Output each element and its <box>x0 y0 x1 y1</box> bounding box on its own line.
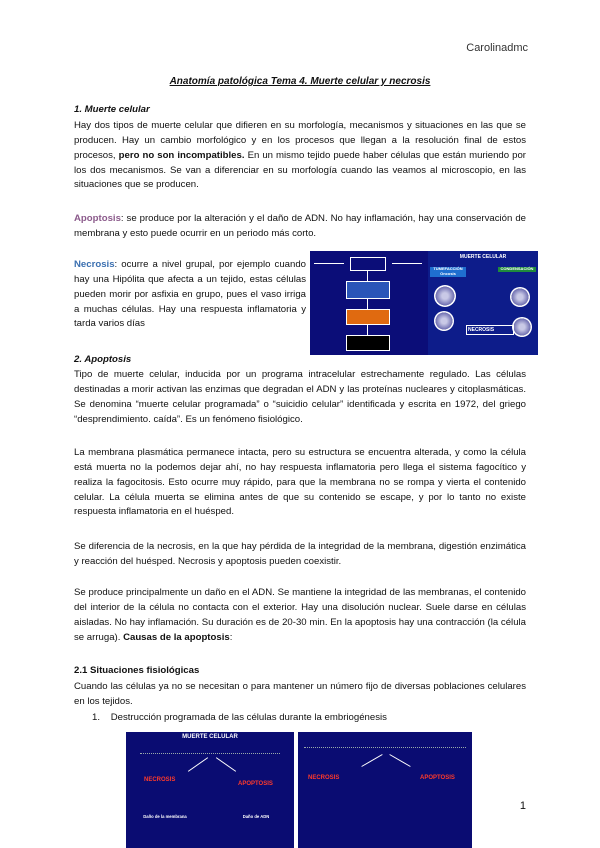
list-item <box>92 711 387 726</box>
necrosis-label: Necrosis <box>74 259 115 270</box>
apoptosis-label: Apoptosis <box>74 213 121 224</box>
section-2-1-heading <box>74 664 526 679</box>
slide2-necrosis-label: NECROSIS <box>308 775 340 781</box>
slide-comparison <box>298 732 472 848</box>
figure-left-label: TUMEFACCIÓN Oncosis <box>430 267 466 277</box>
section-2-number: 2 <box>74 354 80 365</box>
slide-arrow <box>216 757 236 772</box>
section-1-title: . Muerte celular <box>79 104 150 115</box>
flowchart-connector <box>314 263 344 264</box>
section-2-1-title: 2.1 Situaciones fisiológicas <box>74 665 200 676</box>
slide-right-subtitle: Daño de ADN <box>242 814 270 819</box>
slide-muerte-celular <box>126 732 294 848</box>
section-1-paragraph <box>74 119 526 193</box>
section-2-heading <box>74 353 526 368</box>
s1-p1c: En un mismo tejido puede haber células que están muriendo por los dos mecanismos. Se van a diferenciar en su morfología cuando las veamos al microscopio, en las situaciones que se producen. <box>74 149 526 191</box>
s2-paragraph-2: La membrana plasmática permanece intacta, pero su estructura se encuentra alterada, y como la célula está muerta no la podemos dejar ahí, no hay respuesta inflamatoria pero llega el sistema fagocítico y realiza la fagocitosis. Esto ocurre muy rápido, para que la membrana no se rompa y vierta el contenido celular. La célula muerta se elimina antes de que su contenido se escape, y por lo tanto no existe respuesta inflamatoria en el huésped. <box>74 447 526 518</box>
s2-paragraph-4 <box>74 586 526 645</box>
flowchart-connector <box>367 271 368 281</box>
slide-arrow <box>389 754 410 767</box>
s2-paragraph-1: Tipo de muerte celular, inducida por un programa intracelular estrechamente regulado. Las células destinadas a morir activan las enzimas que degradan el ADN y las proteínas nucleares y citoplasmáticas. Se denomina “muerte celular programada” o “suicidio celular” identificada y escrita en 1972, del griego “desprendimiento. caída”. Es un fenómeno fisiológico. <box>74 369 526 425</box>
flowchart-box <box>346 309 390 325</box>
s21-paragraph: Cuando las células ya no se necesitan o para mantener un número fijo de diversas poblaciones celulares en los tejidos. <box>74 681 526 707</box>
figure-necrosis-label: NECROSIS <box>466 325 514 335</box>
slide-apoptosis-label: APOPTOSIS <box>238 781 273 787</box>
flowchart-box <box>350 257 386 271</box>
figure-title: MUERTE CELULAR <box>459 254 507 260</box>
apoptosis-definition <box>74 212 526 242</box>
slide-text-line <box>304 734 466 748</box>
flowchart-box <box>346 281 390 299</box>
apoptosis-text: : se produce por la alteración y el daño de ADN. No hay inflamación, hay una conservación de membrana y esto puede ocurrir en un periodo más corto. <box>74 213 526 239</box>
s2-paragraph-3: Se diferencia de la necrosis, en la que hay pérdida de la integridad de la membrana, digestión enzimática y reacción del huésped. Necrosis y apoptosis pueden coexistir. <box>74 541 526 567</box>
flowchart-image <box>310 251 428 355</box>
slide2-apoptosis-label: APOPTOSIS <box>420 775 455 781</box>
s2-p4a: Se produce principalmente un daño en el ADN. Se mantiene la integridad de las membranas, el contenido del interior de la célula no contacta con el exterior. Hay una disolución nuclear. Suele darse en células aisladas. No hay inflamación. Su duración es de 20-30 min. En la apoptosis hay una contracción (la célula se arruga). <box>74 587 526 643</box>
slide-necrosis-label: NECROSIS <box>144 777 176 783</box>
section-1-number: 1 <box>74 104 80 115</box>
slide-left-subtitle: Daño de la membrana <box>143 814 187 819</box>
cell-micrograph <box>434 285 456 307</box>
list-item-number: 1. <box>92 712 101 723</box>
slide-title: MUERTE CELULAR <box>182 734 238 740</box>
slide-arrow <box>361 754 382 767</box>
s1-p1b: pero no son incompatibles. <box>118 149 245 161</box>
flowchart-box <box>346 335 390 351</box>
necrosis-definition <box>74 258 306 332</box>
necrosis-text: : ocurre a nivel grupal, por ejemplo cuando hay una Hipólita que afecta a un tejido, estas células pueden morir por asfixia en grupo, pues el vaso irriga a muchas células. Hay una respuesta inflamatoria y tarda varios días <box>74 259 306 330</box>
section-2-title: . Apoptosis <box>79 354 132 365</box>
s1-p1a: Hay dos tipos de muerte celular que difieren en su morfología, mecanismos y situaciones en las que se producen. Hay un cambio morfológico y en los procesos que llegan a la resolución final de estos procesos, <box>74 120 526 161</box>
cell-micrograph <box>510 287 530 307</box>
author-name: Carolinadmc <box>466 42 528 54</box>
cell-death-micrograph <box>428 251 538 355</box>
slide-arrow <box>188 757 208 772</box>
section-1-heading <box>74 103 526 118</box>
list-item-text: Destrucción programada de las células durante la embriogénesis <box>110 712 387 723</box>
page-number: 1 <box>519 800 526 812</box>
cell-micrograph <box>512 317 532 337</box>
document-title: Anatomía patológica Tema 4. Muerte celular y necrosis <box>169 76 431 87</box>
s2-p4c: : <box>229 631 233 643</box>
cell-micrograph <box>434 311 454 331</box>
flowchart-connector <box>367 299 368 309</box>
figure-right-label: CONDENSACIÓN <box>498 267 536 272</box>
flowchart-connector <box>367 325 368 335</box>
slide-text-line <box>140 744 280 754</box>
s2-p4b: Causas de la apoptosis <box>123 631 230 643</box>
flowchart-connector <box>392 263 422 264</box>
